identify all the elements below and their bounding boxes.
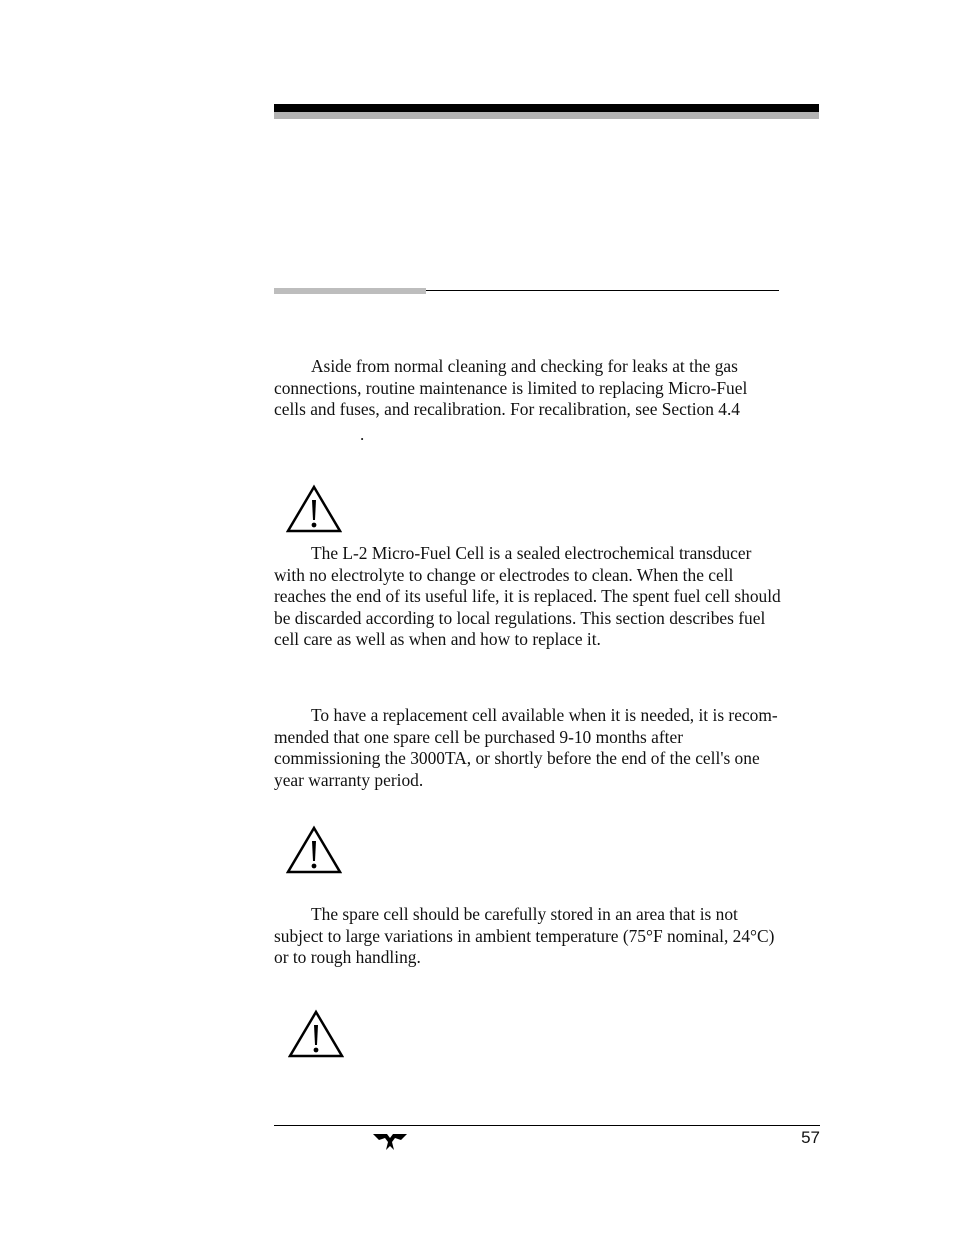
footer-rule (274, 1125, 820, 1126)
cell-description-paragraph: The L-2 Micro-Fuel Cell is a sealed electrochemical transducer with no electrolyte to change or electrodes to clean. When the cell reaches the end of its useful life, it is replaced. The spent fuel cell should be discarded according to local regulations. This section describes fuel cell care as well as when and how to replace it. (274, 543, 781, 650)
section-rule-gray (274, 288, 426, 294)
header-rule-black (274, 104, 819, 112)
warning-triangle-icon (288, 1009, 344, 1059)
warning-triangle-icon (286, 825, 342, 875)
replacement-advice-paragraph: To have a replacement cell available when it is needed, it is recom- mended that one spare cell be purchased 9-10 months after commissioning the 3000TA, or shortly before the end of the cell's one year warranty period. (274, 705, 778, 790)
warning-triangle-icon (286, 484, 342, 534)
section-rule-line (426, 290, 779, 291)
intro-paragraph: Aside from normal cleaning and checking for leaks at the gas connections, routine maintenance is limited to replacing Micro-Fuel cells and fuses, and recalibration. For recalibration, see Section 4.4 (274, 356, 748, 420)
storage-advice-paragraph: The spare cell should be carefully stored in an area that is not subject to large variations in ambient temperature (75°F nominal, 24°C) or to rough handling. (274, 904, 775, 968)
teledyne-logo-icon (372, 1132, 408, 1152)
intro-trailing-dot: . (360, 425, 365, 444)
header-rule-gray (274, 112, 819, 119)
page-number: 57 (801, 1128, 820, 1147)
